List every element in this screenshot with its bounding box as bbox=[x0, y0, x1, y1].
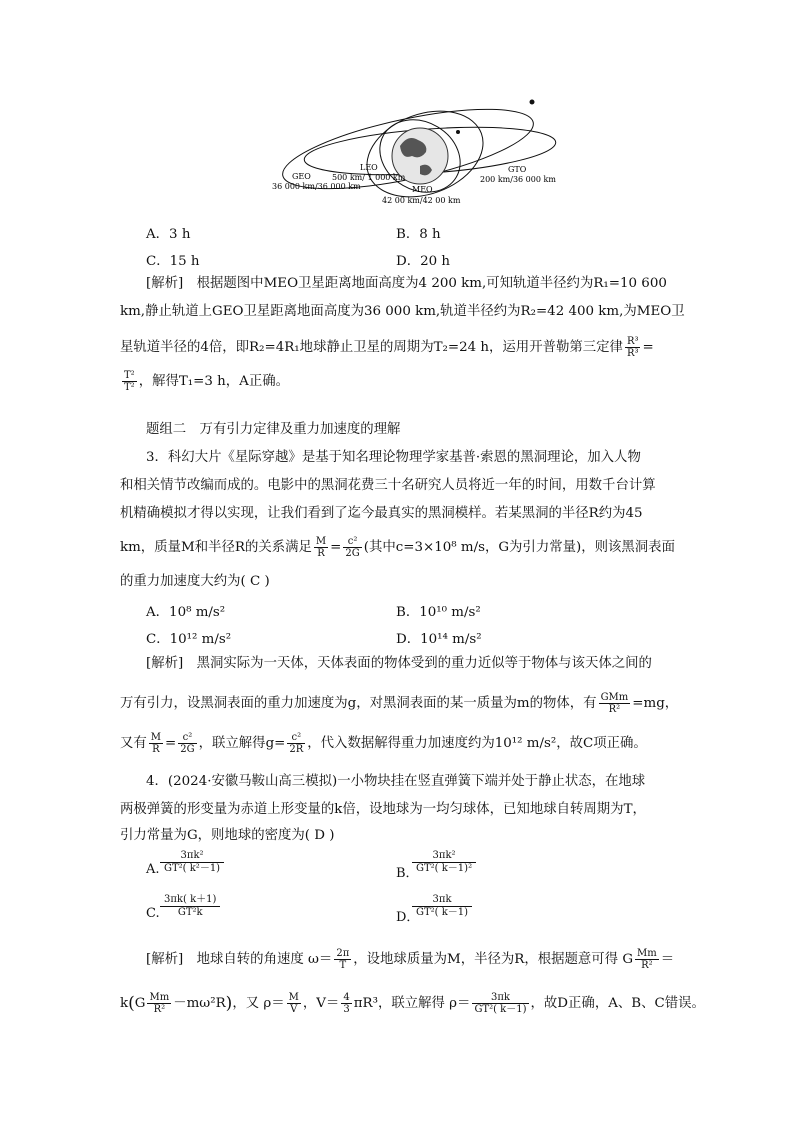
fraction: $\frac{2\pi}{T}$ bbox=[336, 948, 350, 971]
q3-analysis-line3: 又有 $\frac{M}{R}$ = $\frac{\text{c²}}{2G}$ ，联立解得g= $\frac{\text{c²}}{2R}$ ，代入数据解得重力加速度约为10¹² m/s²，故C项正确。 bbox=[120, 732, 647, 755]
fraction: $\frac{3\pi k}{\text{GT²( k－1)}}$ bbox=[474, 992, 527, 1015]
q3-line5: 的重力加速度大约为( C ) bbox=[120, 574, 270, 589]
orbit-diagram bbox=[270, 94, 560, 212]
analysis-tag: [解析] bbox=[146, 952, 184, 967]
q3-option-c: C．10¹² m/s² bbox=[146, 632, 232, 647]
q4-line2: 两极弹簧的形变量为赤道上形变量的k倍，设地球为一均匀球体，已知地球自转周期为T， bbox=[120, 802, 646, 817]
label-geo-values: 36 000 km/36 000 km bbox=[272, 182, 361, 191]
q2-option-c: C．15 h bbox=[146, 254, 200, 269]
q2-analysis-line1: [解析] 根据题图中MEO卫星距离地面高度为4 200 km,可知轨道半径约为R₁=10 600 bbox=[146, 276, 667, 291]
q2-option-a: A．3 h bbox=[146, 227, 191, 242]
q4-option-c-label: C. bbox=[146, 906, 160, 921]
fraction: $\frac{Mm}{\text{R²}}$ bbox=[149, 992, 170, 1015]
label-leo: LEO bbox=[360, 163, 378, 172]
q3-line2: 和相关情节改编而成的。电影中的黑洞花费三十名研究人员将近一年的时间，用数千台计算 bbox=[120, 478, 656, 493]
fraction: $\frac{\text{T²}}{\text{T²}}$ bbox=[124, 370, 135, 393]
analysis-tag: [解析] bbox=[146, 656, 184, 671]
q3-option-b: B．10¹⁰ m/s² bbox=[396, 605, 481, 620]
q2-option-b: B．8 h bbox=[396, 227, 441, 242]
q4-option-b-label: B． bbox=[396, 866, 419, 881]
q4-option-b-fraction: $\frac{\text{3πk²}}{\text{GT²( k－1)²}}$ bbox=[412, 850, 476, 875]
q4-line1: 4．(2024·安徽马鞍山高三模拟)一小物块挂在竖直弹簧下端并处于静止状态，在地球 bbox=[146, 774, 646, 789]
fraction: $\frac{\text{GMm}}{\text{R²}}$ bbox=[600, 692, 629, 715]
fraction: $\frac{\text{R³}}{\text{R³}}$ bbox=[626, 336, 639, 359]
q3-option-a: A．10⁸ m/s² bbox=[146, 605, 226, 620]
q3-option-d: D．10¹⁴ m/s² bbox=[396, 632, 482, 647]
q4-analysis-line1: [解析] 地球自转的角速度 ω＝ $\frac{2\pi}{T}$ ，设地球质量为M，半径为R，根据题意可得 G $\frac{Mm}{\text{R²}}$ ＝ bbox=[146, 948, 675, 971]
fraction: $\frac{M}{V}$ bbox=[288, 992, 299, 1015]
q2-analysis-line3: 星轨道半径的4倍，即R₂=4R₁地球静止卫星的周期为T₂=24 h，运用开普勒第三定律 $\frac{\text{R³}}{\text{R³}}$ = bbox=[120, 336, 654, 359]
q4-option-a-label: A. bbox=[146, 862, 160, 877]
q4-analysis-line2: k(G $\frac{Mm}{\text{R²}}$ －mω²R)，又 ρ＝ $\frac{M}{V}$ ，V＝ $\frac{4}{3}$ πR³，联立解得 ρ＝ $\frac{3\pi k}{\text{GT²( k－1)}}$ ，故D正确，A、B、C错误。 bbox=[120, 992, 705, 1015]
group-title: 题组二 万有引力定律及重力加速度的理解 bbox=[146, 422, 401, 437]
q3-line3: 机精确模拟才得以实现，让我们看到了迄今最真实的黑洞模样。若某黑洞的半径R约为45 bbox=[120, 506, 643, 521]
fraction: $\frac{\text{c²}}{2R}$ bbox=[289, 732, 304, 755]
q2-analysis-line2: km,静止轨道上GEO卫星距离地面高度为36 000 km,轨道半径约为R₂=42 400 km,为MEO卫 bbox=[120, 304, 685, 319]
fraction: $\frac{Mm}{\text{R²}}$ bbox=[637, 948, 657, 971]
label-gto: GTO bbox=[508, 165, 527, 174]
q3-analysis-line2: 万有引力，设黑洞表面的重力加速度为g，对黑洞表面的某一质量为m的物体，有 $\frac{\text{GMm}}{\text{R²}}$ =mg， bbox=[120, 692, 679, 715]
q2-analysis-line4: $\frac{\text{T²}}{\text{T²}}$ ，解得T₁=3 h，A正确。 bbox=[124, 370, 290, 393]
satellite-dot bbox=[456, 130, 460, 134]
label-gto-values: 200 km/36 000 km bbox=[480, 175, 556, 184]
fraction: $\frac{M}{R}$ bbox=[150, 732, 162, 755]
fraction: $\frac{M}{R}$ bbox=[315, 536, 327, 559]
q4-line3: 引力常量为G，则地球的密度为( D ) bbox=[120, 828, 335, 843]
label-geo: GEO bbox=[292, 172, 311, 181]
label-meo: MEO bbox=[412, 185, 433, 194]
satellite-dot bbox=[530, 100, 535, 105]
analysis-tag: [解析] bbox=[146, 276, 184, 291]
label-meo-values: 42 00 km/42 00 km bbox=[382, 196, 461, 205]
q4-option-a-fraction: $\frac{\text{3πk²}}{\text{GT²( k²－1)}}$ bbox=[160, 850, 224, 875]
q3-analysis-line1: [解析] 黑洞实际为一天体，天体表面的物体受到的重力近似等于物体与该天体之间的 bbox=[146, 656, 652, 671]
fraction: $\frac{\text{c²}}{2G}$ bbox=[180, 732, 195, 755]
fraction: $\frac{\text{c²}}{2G}$ bbox=[345, 536, 360, 559]
q3-line4: km，质量M和半径R的关系满足 $\frac{M}{R}$ = $\frac{\text{c²}}{2G}$ (其中c=3×10⁸ m/s，G为引力常量)，则该黑洞表面 bbox=[120, 536, 675, 559]
q4-option-d-fraction: $\frac{3\pi k}{\text{GT²( k－1)}}$ bbox=[412, 894, 472, 919]
label-leo-values: 500 km/ 1 000 km bbox=[332, 173, 406, 182]
q3-line1: 3．科幻大片《星际穿越》是基于知名理论物理学家基普·索恩的黑洞理论，加入人物 bbox=[146, 450, 641, 465]
q4-option-c-fraction: $\frac{3\pi k( k+1)}{\text{GT²k}}$ bbox=[160, 894, 220, 919]
q2-option-d: D．20 h bbox=[396, 254, 451, 269]
q4-option-d-label: D． bbox=[396, 910, 420, 925]
fraction: $\frac{4}{3}$ bbox=[343, 992, 350, 1015]
